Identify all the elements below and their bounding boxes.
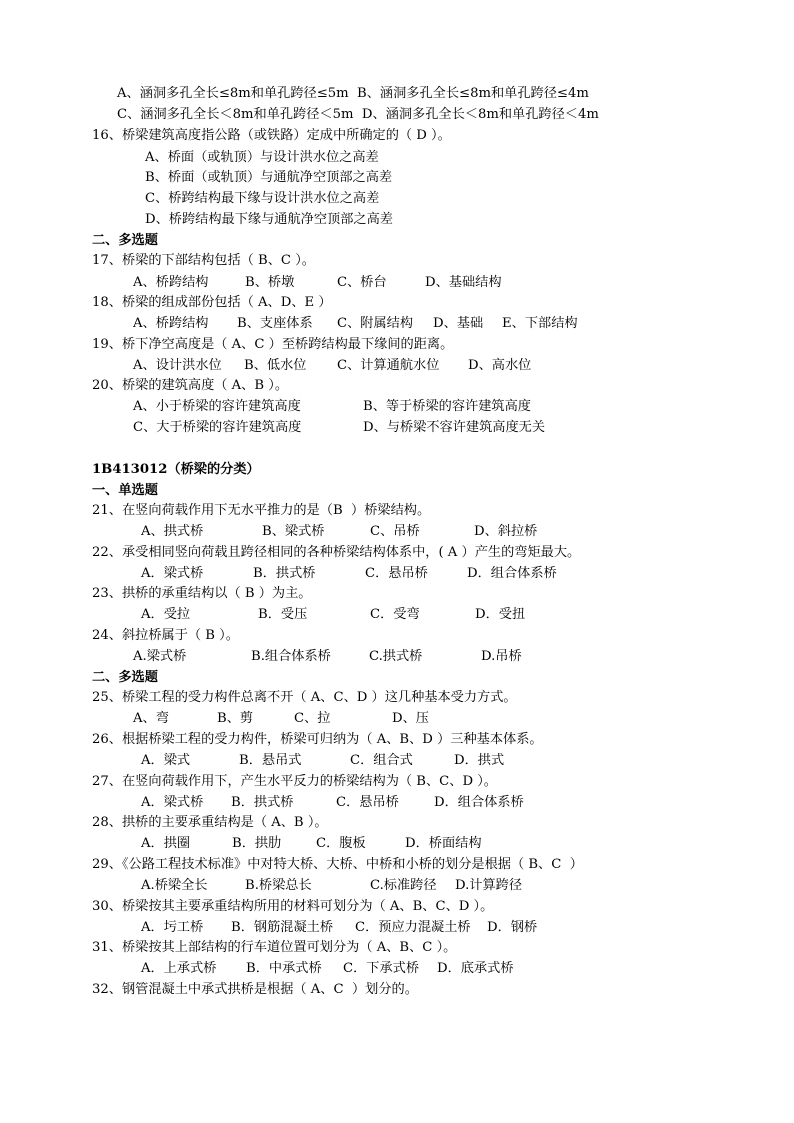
section-heading: 一、单选题 xyxy=(92,483,158,498)
question-line: 31、桥梁按其上部结构的行车道位置可划分为（ A、B、C ）。 xyxy=(92,940,457,955)
section-heading: 1B413012（桥梁的分类） xyxy=(92,462,260,477)
answer-option: D.计算跨径 xyxy=(455,878,523,893)
answer-option: D．钢桥 xyxy=(487,920,538,935)
question-line: 32、钢管混凝土中承式拱桥是根据（ A、C ）划分的。 xyxy=(92,982,418,997)
question-line: 17、桥梁的下部结构包括（ B、C ）。 xyxy=(92,253,315,268)
answer-option: D.吊桥 xyxy=(481,649,522,664)
answer-option: A.桥梁全长 xyxy=(141,878,208,893)
answer-option: A．梁式 xyxy=(141,753,191,768)
answer-option: D、基础结构 xyxy=(425,275,502,290)
question-line: 24、斜拉桥属于（ B ）。 xyxy=(92,628,239,643)
question-line: 19、桥下净空高度是（ A、C ）至桥跨结构最下缘间的距离。 xyxy=(92,337,454,352)
answer-option: B．拱式桥 xyxy=(253,566,316,581)
answer-option: B．钢筋混凝土桥 xyxy=(231,920,334,935)
answer-option: C．预应力混凝土桥 xyxy=(355,920,471,935)
answer-option: A．受拉 xyxy=(141,607,191,622)
answer-option: B、剪 xyxy=(217,711,254,726)
answer-option: B、等于桥梁的容许建筑高度 xyxy=(363,399,531,414)
answer-option: C.标准跨径 xyxy=(370,878,437,893)
answer-option: C．腹板 xyxy=(316,836,366,851)
answer-option: A、拱式桥 xyxy=(141,524,204,539)
answer-option: D、与桥梁不容许建筑高度无关 xyxy=(363,420,546,435)
answer-option: A、弯 xyxy=(133,711,169,726)
answer-option: C．悬吊桥 xyxy=(336,795,399,810)
question-line: C、桥跨结构最下缘与设计洪水位之高差 xyxy=(145,191,380,206)
answer-option: A、设计洪水位 xyxy=(133,358,222,373)
question-line: 30、桥梁按其主要承重结构所用的材料可划分为（ A、B、C、D ）。 xyxy=(92,899,494,914)
answer-option: D．桥面结构 xyxy=(405,836,482,851)
answer-option: A、桥跨结构 xyxy=(133,316,209,331)
answer-option: D．拱式 xyxy=(454,753,505,768)
answer-option: C、附属结构 xyxy=(337,316,414,331)
answer-option: D．受扭 xyxy=(475,607,526,622)
answer-option: B、支座体系 xyxy=(237,316,313,331)
question-line: 22、承受相同竖向荷载且跨径相同的各种桥梁结构体系中，( A ）产生的弯矩最大。 xyxy=(92,545,581,560)
question-line: 27、在竖向荷载作用下，产生水平反力的桥梁结构为（ B、C、D ）。 xyxy=(92,774,497,789)
question-line: 20、桥梁的建筑高度（ A、B ）。 xyxy=(92,378,289,393)
answer-option: C、桥台 xyxy=(337,275,387,290)
question-line: 16、桥梁建筑高度指公路（或铁路）定成中所确定的（ D ）。 xyxy=(92,128,451,143)
question-line: 28、拱桥的主要承重结构是（ A、B ）。 xyxy=(92,815,328,830)
answer-option: D、斜拉桥 xyxy=(474,524,538,539)
answer-option: B、低水位 xyxy=(244,358,307,373)
question-line: 29、《公路工程技术标准》中对特大桥、大桥、中桥和小桥的划分是根据（ B、C ） xyxy=(92,857,583,872)
answer-option: C．受弯 xyxy=(370,607,420,622)
section-heading: 二、多选题 xyxy=(92,670,158,685)
question-line: A、桥面（或轨顶）与设计洪水位之高差 xyxy=(145,150,379,165)
answer-option: C．下承式桥 xyxy=(343,961,420,976)
question-line: 18、桥梁的组成部份包括（ A、D、E ） xyxy=(92,295,332,310)
answer-option: D、压 xyxy=(392,711,429,726)
question-line: C、涵洞多孔全长＜8m和单孔跨径＜5m D、涵洞多孔全长＜8m和单孔跨径＜4m xyxy=(117,107,599,122)
answer-option: C、拉 xyxy=(294,711,331,726)
answer-option: D、基础 xyxy=(433,316,484,331)
answer-option: C．组合式 xyxy=(350,753,413,768)
answer-option: C、大于桥梁的容许建筑高度 xyxy=(133,420,302,435)
answer-option: B．悬吊式 xyxy=(239,753,302,768)
answer-option: B．受压 xyxy=(258,607,308,622)
answer-option: B.桥梁总长 xyxy=(245,878,312,893)
section-heading: 二、多选题 xyxy=(92,233,158,248)
answer-option: B．拱式桥 xyxy=(231,795,294,810)
answer-option: A．拱圈 xyxy=(141,836,191,851)
question-line: A、涵洞多孔全长≤8m和单孔跨径≤5m B、涵洞多孔全长≤8m和单孔跨径≤4m xyxy=(117,86,589,101)
answer-option: C.拱式桥 xyxy=(369,649,423,664)
answer-option: C、吊桥 xyxy=(370,524,420,539)
question-line: 23、拱桥的承重结构以（ B ）为主。 xyxy=(92,586,312,601)
question-line: B、桥面（或轨顶）与通航净空顶部之高差 xyxy=(145,170,393,185)
question-line: D、桥跨结构最下缘与通航净空顶部之高差 xyxy=(145,212,393,227)
answer-option: C．悬吊桥 xyxy=(365,566,428,581)
answer-option: A．圬工桥 xyxy=(141,920,204,935)
answer-option: A、桥跨结构 xyxy=(133,275,209,290)
answer-option: D．组合体系桥 xyxy=(467,566,557,581)
answer-option: B.组合体系桥 xyxy=(251,649,331,664)
answer-option: D、高水位 xyxy=(468,358,532,373)
answer-option: D．组合体系桥 xyxy=(434,795,524,810)
answer-option: B．拱肋 xyxy=(232,836,282,851)
answer-option: A、小于桥梁的容许建筑高度 xyxy=(133,399,301,414)
question-line: 26、根据桥梁工程的受力构件，桥梁可归纳为（ A、B、D ）三种基本体系。 xyxy=(92,732,543,747)
answer-option: C、计算通航水位 xyxy=(337,358,440,373)
answer-option: B．中承式桥 xyxy=(246,961,322,976)
question-line: 25、桥梁工程的受力构件总离不开（ A、C、D ）这几种基本受力方式。 xyxy=(92,690,517,705)
answer-option: A.梁式桥 xyxy=(133,649,187,664)
question-line: 21、在竖向荷载作用下无水平推力的是（B ）桥梁结构。 xyxy=(92,503,431,518)
answer-option: B、桥墩 xyxy=(245,275,295,290)
answer-option: D．底承式桥 xyxy=(437,961,514,976)
answer-option: E、下部结构 xyxy=(502,316,578,331)
answer-option: B、梁式桥 xyxy=(262,524,325,539)
answer-option: A．梁式桥 xyxy=(141,566,204,581)
answer-option: A．上承式桥 xyxy=(141,961,217,976)
answer-option: A．梁式桥 xyxy=(141,795,204,810)
